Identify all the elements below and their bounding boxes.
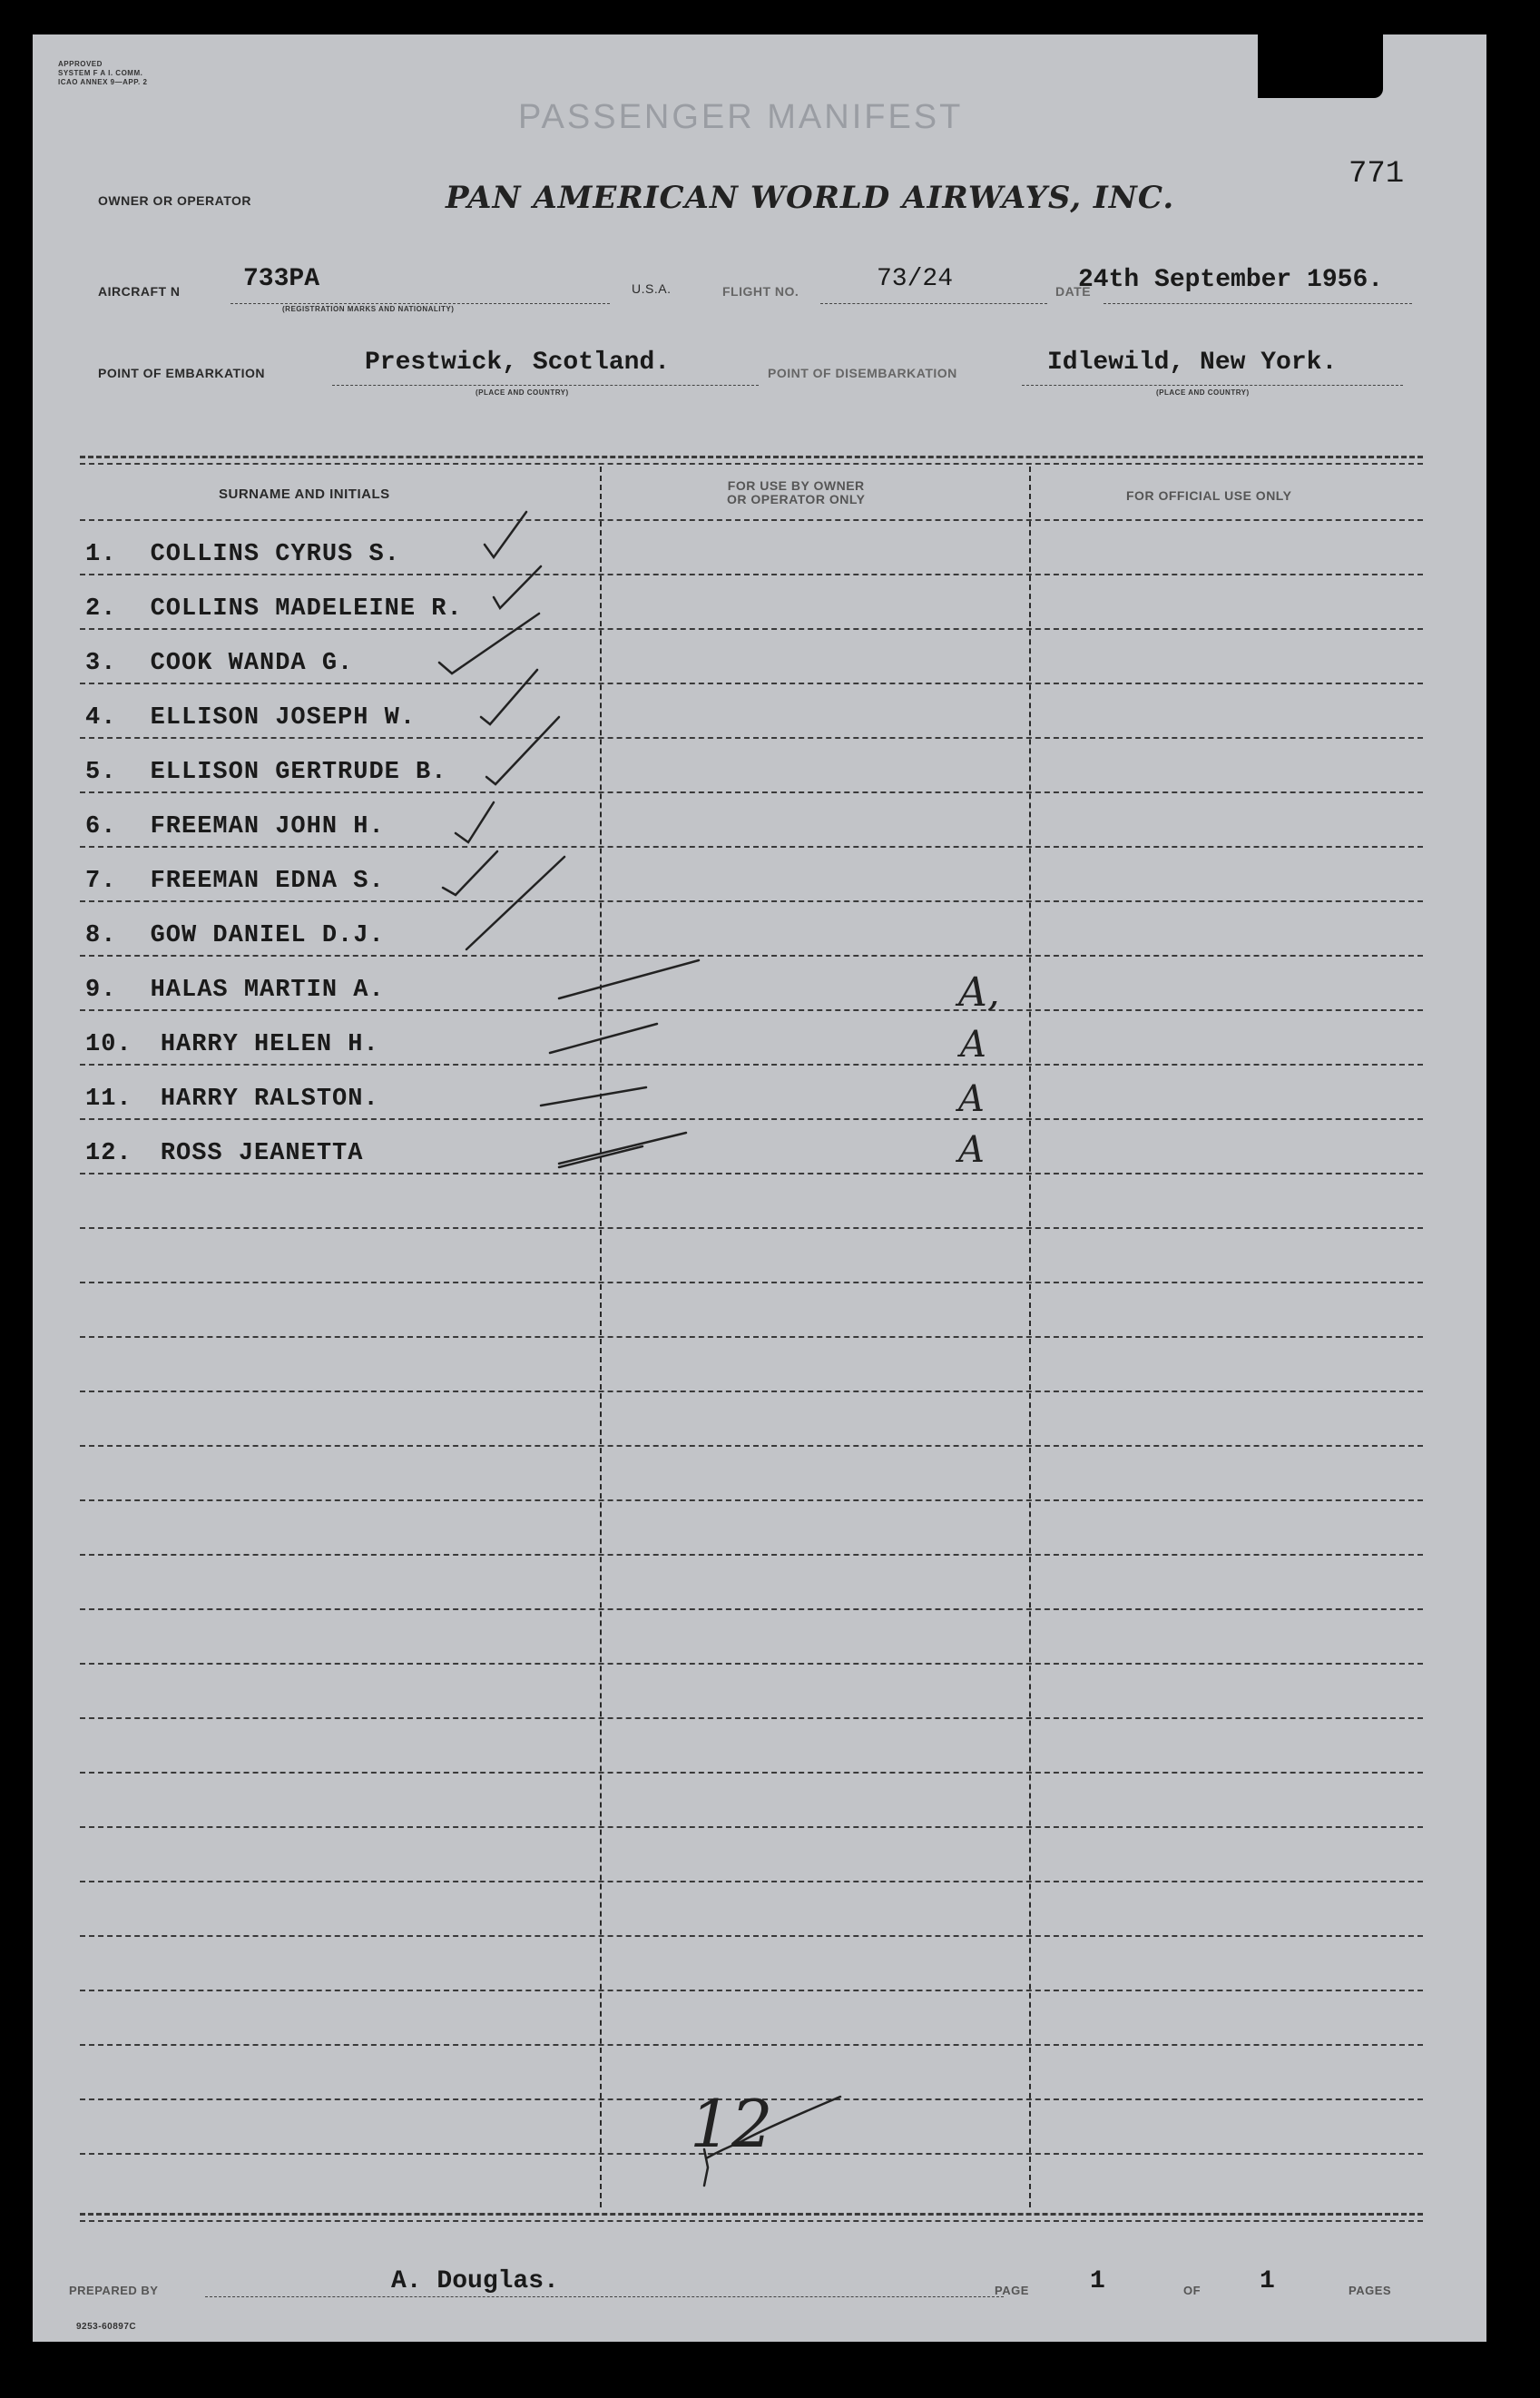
owner-mark: A xyxy=(958,1078,985,1120)
nationality: U.S.A. xyxy=(632,281,672,296)
owner-mark: A xyxy=(958,1129,985,1171)
check-mark xyxy=(456,802,494,842)
embark-caption: (PLACE AND COUNTRY) xyxy=(476,388,569,397)
disembark-caption: (PLACE AND COUNTRY) xyxy=(1156,388,1250,397)
passenger-row: 10. HARRY HELEN H. xyxy=(85,1031,379,1058)
form-code: 9253-60897C xyxy=(76,2322,137,2332)
passenger-row: 2. COLLINS MADELEINE R. xyxy=(85,595,463,623)
check-mark xyxy=(439,614,539,673)
check-mark xyxy=(486,717,559,784)
pages-label: PAGES xyxy=(1349,2284,1392,2297)
flight-label: FLIGHT NO. xyxy=(722,284,799,299)
check-mark xyxy=(494,566,541,608)
disembark-label: POINT OF DISEMBARKATION xyxy=(768,366,957,380)
prepared-label: PREPARED BY xyxy=(69,2284,159,2297)
date-label: DATE xyxy=(1055,284,1092,299)
passenger-row: 3. COOK WANDA G. xyxy=(85,650,354,677)
form-title: PASSENGER MANIFEST xyxy=(518,98,964,136)
passenger-row: 6. FREEMAN JOHN H. xyxy=(85,813,385,840)
owner-label: OWNER OR OPERATOR xyxy=(98,193,251,208)
passenger-row: 9. HALAS MARTIN A. xyxy=(85,977,385,1004)
page-number-stamp: 771 xyxy=(1349,157,1405,192)
operator-name: PAN AMERICAN WORLD AIRWAYS, INC. xyxy=(446,180,1175,216)
approval-stamp: APPROVED SYSTEM F A I. COMM. ICAO ANNEX 9—APP. 2 xyxy=(58,60,148,86)
flight-value: 73/24 xyxy=(877,265,954,293)
disembark-value: Idlewild, New York. xyxy=(1047,349,1338,377)
of-value: 1 xyxy=(1260,2267,1275,2295)
dash-mark xyxy=(541,1087,646,1106)
check-mark xyxy=(443,851,497,895)
aircraft-value: 733PA xyxy=(243,265,320,293)
check-mark xyxy=(481,670,537,724)
passenger-row: 11. HARRY RALSTON. xyxy=(85,1086,379,1113)
check-mark xyxy=(485,512,526,557)
col-surname-header: SURNAME AND INITIALS xyxy=(219,486,390,502)
owner-mark: A, xyxy=(958,969,1000,1016)
passenger-row: 8. GOW DANIEL D.J. xyxy=(85,922,385,949)
passenger-row: 7. FREEMAN EDNA S. xyxy=(85,868,385,895)
dash-mark xyxy=(559,1133,686,1164)
dash-mark xyxy=(559,1146,642,1167)
owner-mark: A xyxy=(960,1024,986,1066)
total-count: 12 xyxy=(690,2086,773,2162)
passenger-row: 4. ELLISON JOSEPH W. xyxy=(85,704,417,732)
prepared-by: A. Douglas. xyxy=(391,2267,559,2295)
date-value: 24th September 1956. xyxy=(1078,266,1384,294)
page-label: PAGE xyxy=(995,2284,1029,2297)
aircraft-label: AIRCRAFT N xyxy=(98,284,181,299)
passenger-row: 12. ROSS JEANETTA xyxy=(85,1140,364,1167)
passenger-row: 5. ELLISON GERTRUDE B. xyxy=(85,759,447,786)
col-official-header: FOR OFFICIAL USE ONLY xyxy=(1126,488,1292,503)
check-mark xyxy=(466,857,564,949)
passenger-row: 1. COLLINS CYRUS S. xyxy=(85,541,400,568)
page-value: 1 xyxy=(1090,2267,1105,2295)
embark-label: POINT OF EMBARKATION xyxy=(98,366,265,380)
of-label: OF xyxy=(1183,2284,1202,2297)
aircraft-caption: (REGISTRATION MARKS AND NATIONALITY) xyxy=(282,305,455,313)
col-owner-header: FOR USE BY OWNER OR OPERATOR ONLY xyxy=(727,478,866,506)
dash-mark xyxy=(550,1024,657,1053)
embark-value: Prestwick, Scotland. xyxy=(365,349,671,377)
manifest-sheet xyxy=(33,34,1486,2342)
dash-mark xyxy=(559,960,699,998)
handwritten-marks xyxy=(33,34,1486,2342)
